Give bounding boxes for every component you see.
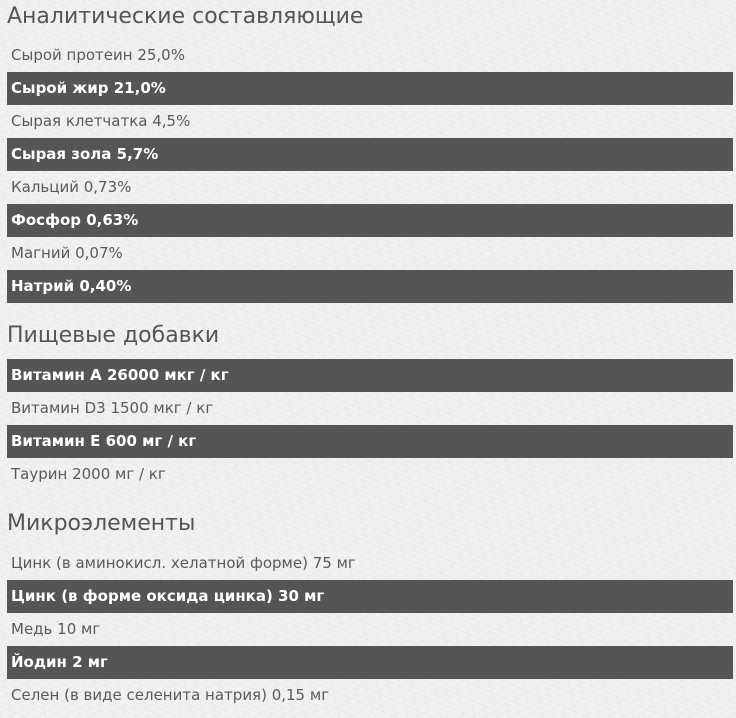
list-item: Йодин 2 мг	[7, 646, 733, 679]
list-item: Цинк (в форме оксида цинка) 30 мг	[7, 580, 733, 613]
list-item: Сырая зола 5,7%	[7, 138, 733, 171]
section-title-additives: Пищевые добавки	[7, 323, 220, 348]
list-item: Витамин D3 1500 мкг / кг	[11, 399, 214, 417]
list-item: Фосфор 0,63%	[7, 204, 733, 237]
list-item: Медь 10 мг	[11, 620, 101, 638]
list-item: Сырая клетчатка 4,5%	[11, 112, 191, 130]
list-item: Кальций 0,73%	[11, 178, 132, 196]
list-item: Натрий 0,40%	[7, 270, 733, 303]
section-title-trace-elements: Микроэлементы	[7, 511, 196, 536]
list-item: Витамин А 26000 мкг / кг	[7, 359, 733, 392]
list-item: Магний 0,07%	[11, 244, 123, 262]
list-item: Селен (в виде селенита натрия) 0,15 мг	[11, 686, 330, 704]
list-item: Сырой жир 21,0%	[7, 72, 733, 105]
list-item: Цинк (в аминокисл. хелатной форме) 75 мг	[11, 554, 356, 572]
list-item: Таурин 2000 мг / кг	[11, 465, 166, 483]
section-title-analytical: Аналитические составляющие	[7, 4, 364, 29]
list-item: Витамин Е 600 мг / кг	[7, 425, 733, 458]
list-item: Сырой протеин 25,0%	[11, 46, 185, 64]
